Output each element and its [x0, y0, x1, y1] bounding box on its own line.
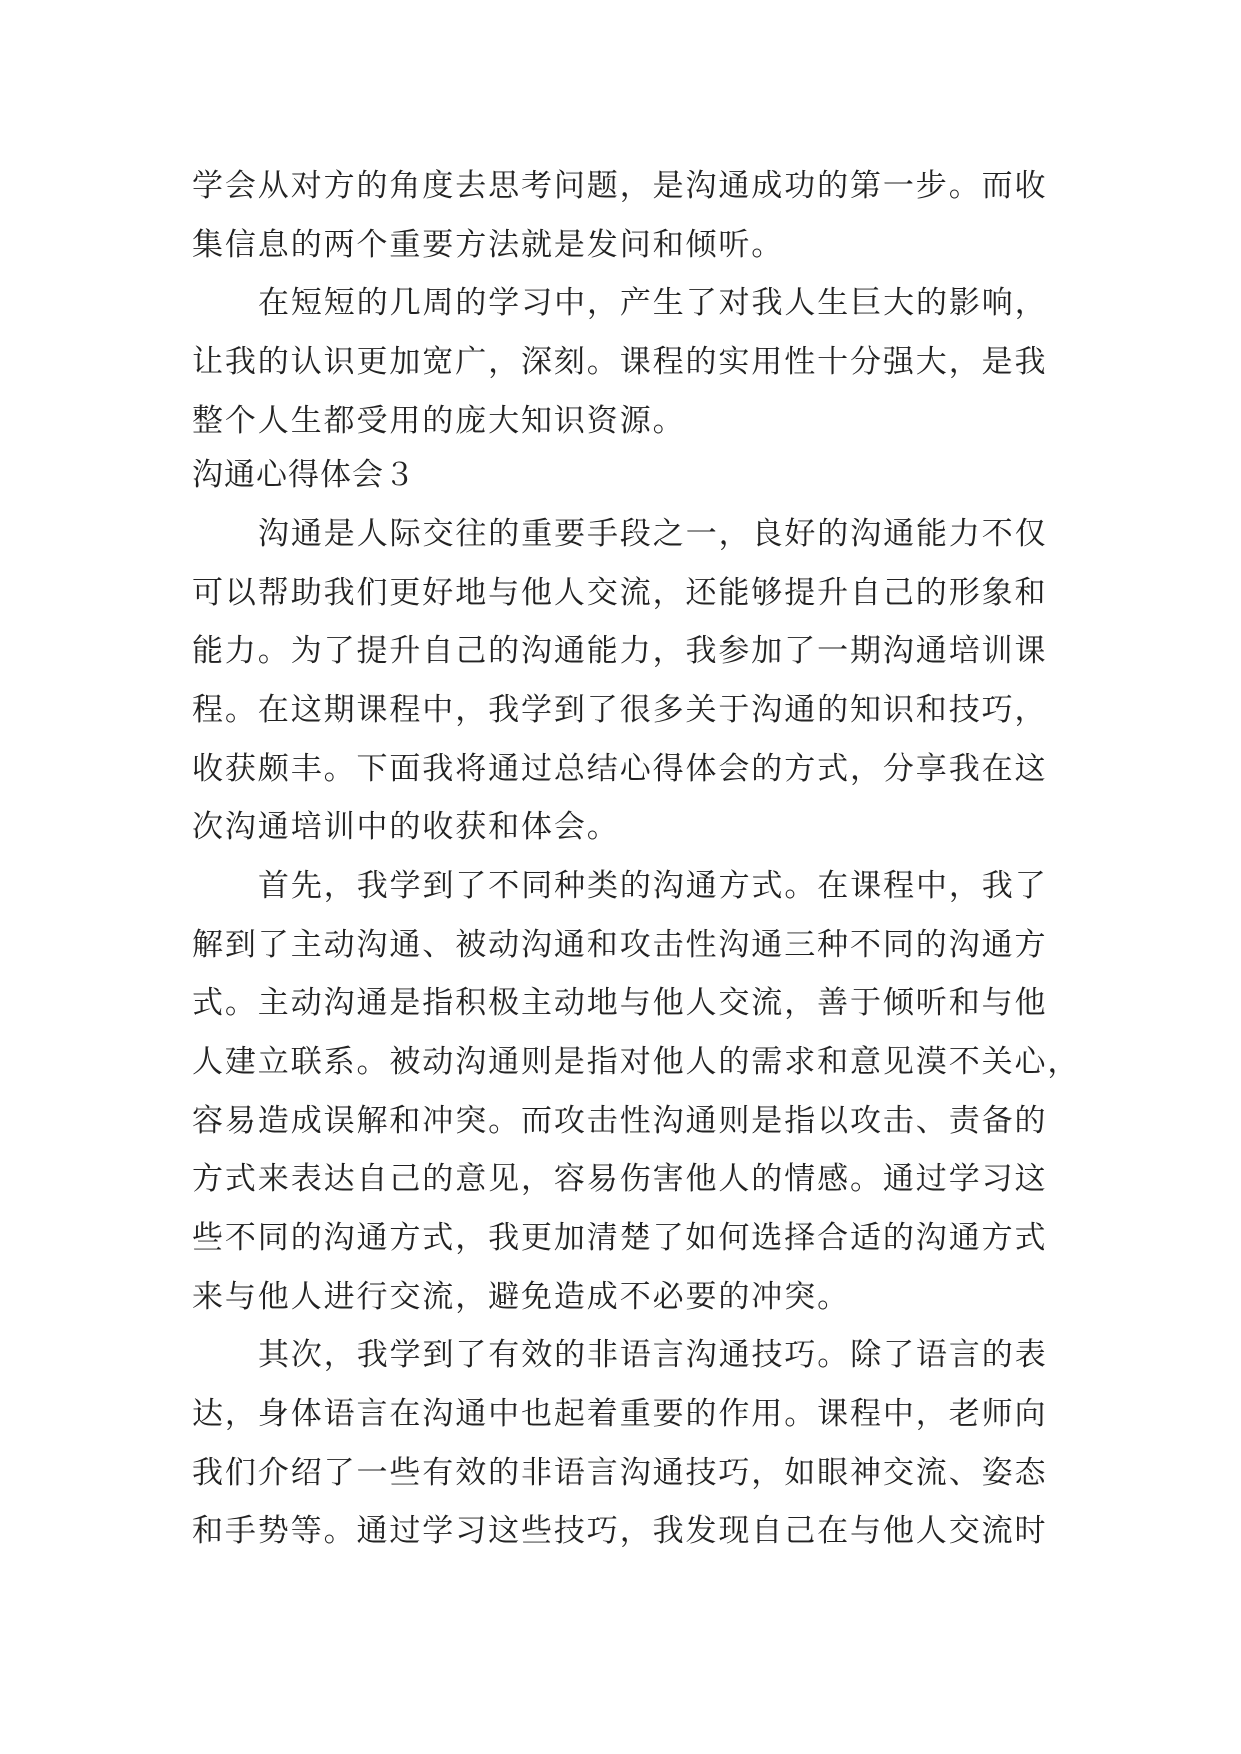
text-line: 程。在这期课程中，我学到了很多关于沟通的知识和技巧，: [192, 692, 1048, 728]
text-line: 让我的认识更加宽广，深刻。课程的实用性十分强大，是我: [192, 344, 1048, 380]
paragraph-start-line: 沟通是人际交往的重要手段之一，良好的沟通能力不仅: [258, 516, 1048, 552]
text-line: 来与他人进行交流，避免造成不必要的冲突。: [192, 1279, 850, 1315]
text-line: 容易造成误解和冲突。而攻击性沟通则是指以攻击、责备的: [192, 1103, 1048, 1139]
paragraph-start-line: 在短短的几周的学习中，产生了对我人生巨大的影响，: [258, 285, 1048, 321]
text-line: 和手势等。通过学习这些技巧，我发现自己在与他人交流时: [192, 1513, 1048, 1549]
text-line: 集信息的两个重要方法就是发问和倾听。: [192, 227, 785, 263]
text-line: 人建立联系。被动沟通则是指对他人的需求和意见漠不关心，: [192, 1044, 1081, 1080]
paragraph-start-line: 其次，我学到了有效的非语言沟通技巧。除了语言的表: [258, 1337, 1048, 1373]
text-line: 学会从对方的角度去思考问题，是沟通成功的第一步。而收: [192, 168, 1048, 204]
text-line: 能力。为了提升自己的沟通能力，我参加了一期沟通培训课: [192, 633, 1048, 669]
text-line: 可以帮助我们更好地与他人交流，还能够提升自己的形象和: [192, 575, 1048, 611]
text-line: 收获颇丰。下面我将通过总结心得体会的方式，分享我在这: [192, 751, 1048, 787]
text-line: 解到了主动沟通、被动沟通和攻击性沟通三种不同的沟通方: [192, 927, 1048, 963]
text-line: 我们介绍了一些有效的非语言沟通技巧，如眼神交流、姿态: [192, 1455, 1048, 1491]
text-line: 整个人生都受用的庞大知识资源。: [192, 403, 686, 439]
text-line: 些不同的沟通方式，我更加清楚了如何选择合适的沟通方式: [192, 1220, 1048, 1256]
text-line: 达，身体语言在沟通中也起着重要的作用。课程中，老师向: [192, 1396, 1048, 1432]
paragraph-start-line: 首先，我学到了不同种类的沟通方式。在课程中，我了: [258, 868, 1048, 904]
section-heading: 沟通心得体会３: [192, 457, 416, 493]
text-line: 式。主动沟通是指积极主动地与他人交流，善于倾听和与他: [192, 985, 1048, 1021]
text-line: 次沟通培训中的收获和体会。: [192, 809, 620, 845]
text-line: 方式来表达自己的意见，容易伤害他人的情感。通过学习这: [192, 1161, 1048, 1197]
